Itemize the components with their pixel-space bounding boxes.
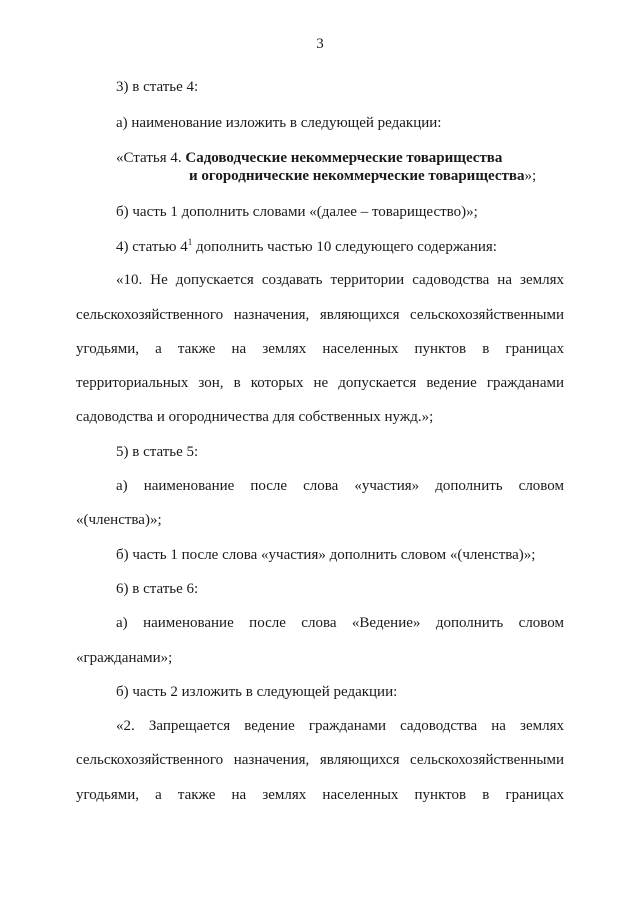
paragraph-6a-line-2: «гражданами»;: [76, 650, 173, 666]
article-4-heading-cont: [189, 167, 536, 185]
paragraph-2-line-1: «2. Запрещается ведение гражданами садоводства на землях: [116, 718, 564, 734]
paragraph-name-edit: а) наименование изложить в следующей редакции:: [116, 115, 442, 131]
paragraph-5a-line-2: «(членства)»;: [76, 512, 162, 528]
article-4-prefix: «Статья 4.: [116, 150, 186, 166]
paragraph-article-6: 6) в статье 6:: [116, 581, 199, 597]
paragraph-5a-line-1: а) наименование после слова «участия» дополнить словом: [116, 478, 564, 494]
paragraph-10-line-2: сельскохозяйственного назначения, являющихся сельскохозяйственными: [76, 307, 564, 323]
article-4-1-prefix: 4) статью 4: [116, 239, 188, 255]
paragraph-10-line-3: угодьями, а также на землях населенных пунктов в границах: [76, 341, 564, 357]
article-4-suffix: »;: [524, 168, 537, 184]
article-4-title-line-1: Садоводческие некоммерческие товарищества: [185, 150, 503, 166]
paragraph-10-line-1: «10. Не допускается создавать территории садоводства на землях: [116, 272, 564, 288]
paragraph-10-line-5: садоводства и огородничества для собственных нужд.»;: [76, 409, 434, 425]
paragraph-2-line-3: угодьями, а также на землях населенных пунктов в границах: [76, 787, 564, 803]
paragraph-5b: б) часть 1 после слова «участия» дополнить словом «(членства)»;: [116, 547, 536, 563]
article-4-1-suffix: дополнить частью 10 следующего содержания:: [192, 239, 497, 255]
paragraph-article-5: 5) в статье 5:: [116, 444, 199, 460]
page-number: 3: [316, 36, 324, 52]
paragraph-6a-line-1: а) наименование после слова «Ведение» дополнить словом: [116, 615, 564, 631]
paragraph-2-line-2: сельскохозяйственного назначения, являющихся сельскохозяйственными: [76, 752, 564, 768]
article-4-title-line-2: и огороднические некоммерческие товарищества: [189, 168, 525, 184]
paragraph-10-line-4: территориальных зон, в которых не допускается ведение гражданами: [76, 375, 564, 391]
paragraph-article-4-1: [116, 238, 497, 256]
paragraph-6b: б) часть 2 изложить в следующей редакции:: [116, 684, 398, 700]
paragraph-part-1-add: б) часть 1 дополнить словами «(далее – товарищество)»;: [116, 204, 478, 220]
paragraph-article-4: 3) в статье 4:: [116, 79, 199, 95]
superscript: 1: [187, 237, 193, 247]
article-4-heading: [116, 149, 502, 167]
